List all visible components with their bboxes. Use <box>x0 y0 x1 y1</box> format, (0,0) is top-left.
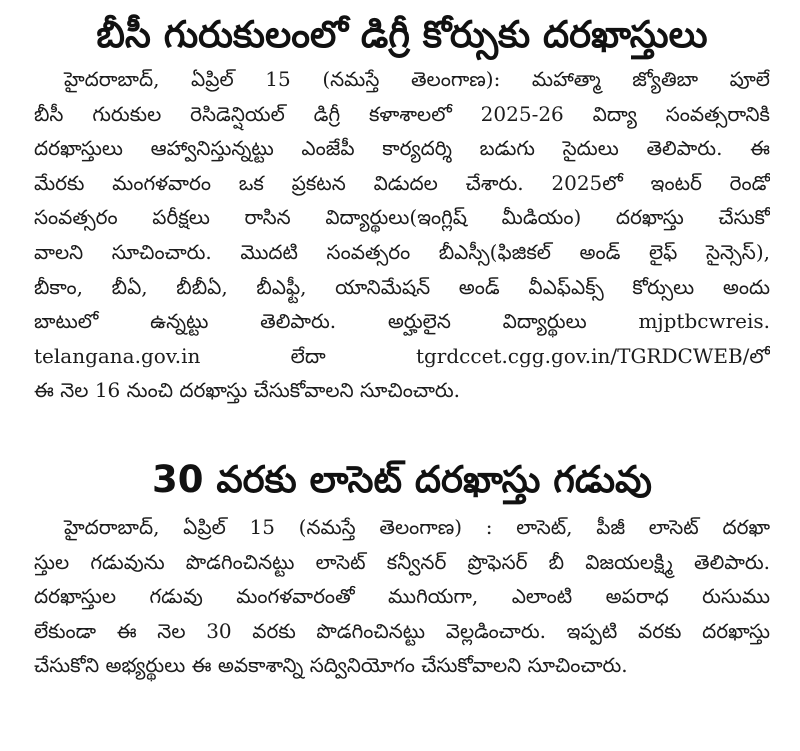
article-line: ఈ నెల 16 నుంచి దరఖాస్తు చేసుకోవాలని సూచించారు. <box>34 378 461 403</box>
article-line: దరఖాస్తుల గడువు మంగళవారంతో ముగియగా, ఎలాంటి అపరాధ రుసుము <box>34 584 770 609</box>
article-lawcet-deadline <box>34 448 770 720</box>
headline-bc-gurukul-degree: బీసీ గురుకులంలో డిగ్రీ కోర్సుకు దరఖాస్తులు <box>96 13 708 56</box>
article-line: హైదరాబాద్, ఏప్రిల్ 15 (నమస్తే తెలంగాణ) : లాసెట్, పీజీ లాసెట్ దరఖా <box>64 515 770 539</box>
article-line: సంవత్సరం పరీక్షలు రాసిన విద్యార్థులు(ఇంగ్లిష్ మీడియం) దరఖాస్తు చేసుకో <box>34 205 770 230</box>
article-line: telangana.gov.in లేదా tgrdccet.cgg.gov.in/TGRDCWEB/లో <box>34 343 770 368</box>
article-body <box>34 62 770 448</box>
article-line: స్తుల గడువును పొడగించినట్టు లాసెట్ కన్వీనర్ ప్రొఫెసర్ బీ విజయలక్ష్మి తెలిపారు. <box>34 549 770 574</box>
article-line: దరఖాస్తులు ఆహ్వానిస్తున్నట్టు ఎంజేపీ కార్యదర్శి బడుగు సైదులు తెలిపారు. ఈ <box>34 136 770 161</box>
article-line: బీకాం, బీఏ, బీబీఏ, బీఎఫ్టీ, యానిమేషన్ అండ్ వీఎఫ్ఎక్స్ కోర్సులు అందు <box>34 274 770 299</box>
article-body <box>34 510 770 720</box>
article-line: లేకుండా ఈ నెల 30 వరకు పొడగించినట్టు వెల్లడించారు. ఇప్పటి వరకు దరఖాస్తు <box>34 618 770 643</box>
article-line: బాటులో ఉన్నట్టు తెలిపారు. అర్హులైన విద్యార్థులు mjptbcwreis. <box>34 309 770 334</box>
article-line: బీసీ గురుకుల రెసిడెన్షియల్ డిగ్రీ కళాశాలలో 2025-26 విద్యా సంవత్సరానికి <box>34 101 770 126</box>
headline-lawcet-deadline: 30 వరకు లాసెట్ దరఖాస్తు గడువు <box>152 458 652 501</box>
article-line: వాలని సూచించారు. మొదటి సంవత్సరం బీఎస్సీ(ఫిజికల్ అండ్ లైఫ్ సైన్సెస్), <box>34 239 770 264</box>
article-bc-gurukul-degree <box>34 0 770 448</box>
article-line: చేసుకోని అభ్యర్థులు ఈ అవకాశాన్ని సద్వినియోగం చేసుకోవాలని సూచించారు. <box>34 653 628 678</box>
article-line: మేరకు మంగళవారం ఒక ప్రకటన విడుదల చేశారు. 2025లో ఇంటర్ రెండో <box>34 170 770 195</box>
article-line: హైదరాబాద్, ఏప్రిల్ 15 (నమస్తే తెలంగాణ): మహాత్మా జ్యోతిబా పూలే <box>64 67 770 91</box>
